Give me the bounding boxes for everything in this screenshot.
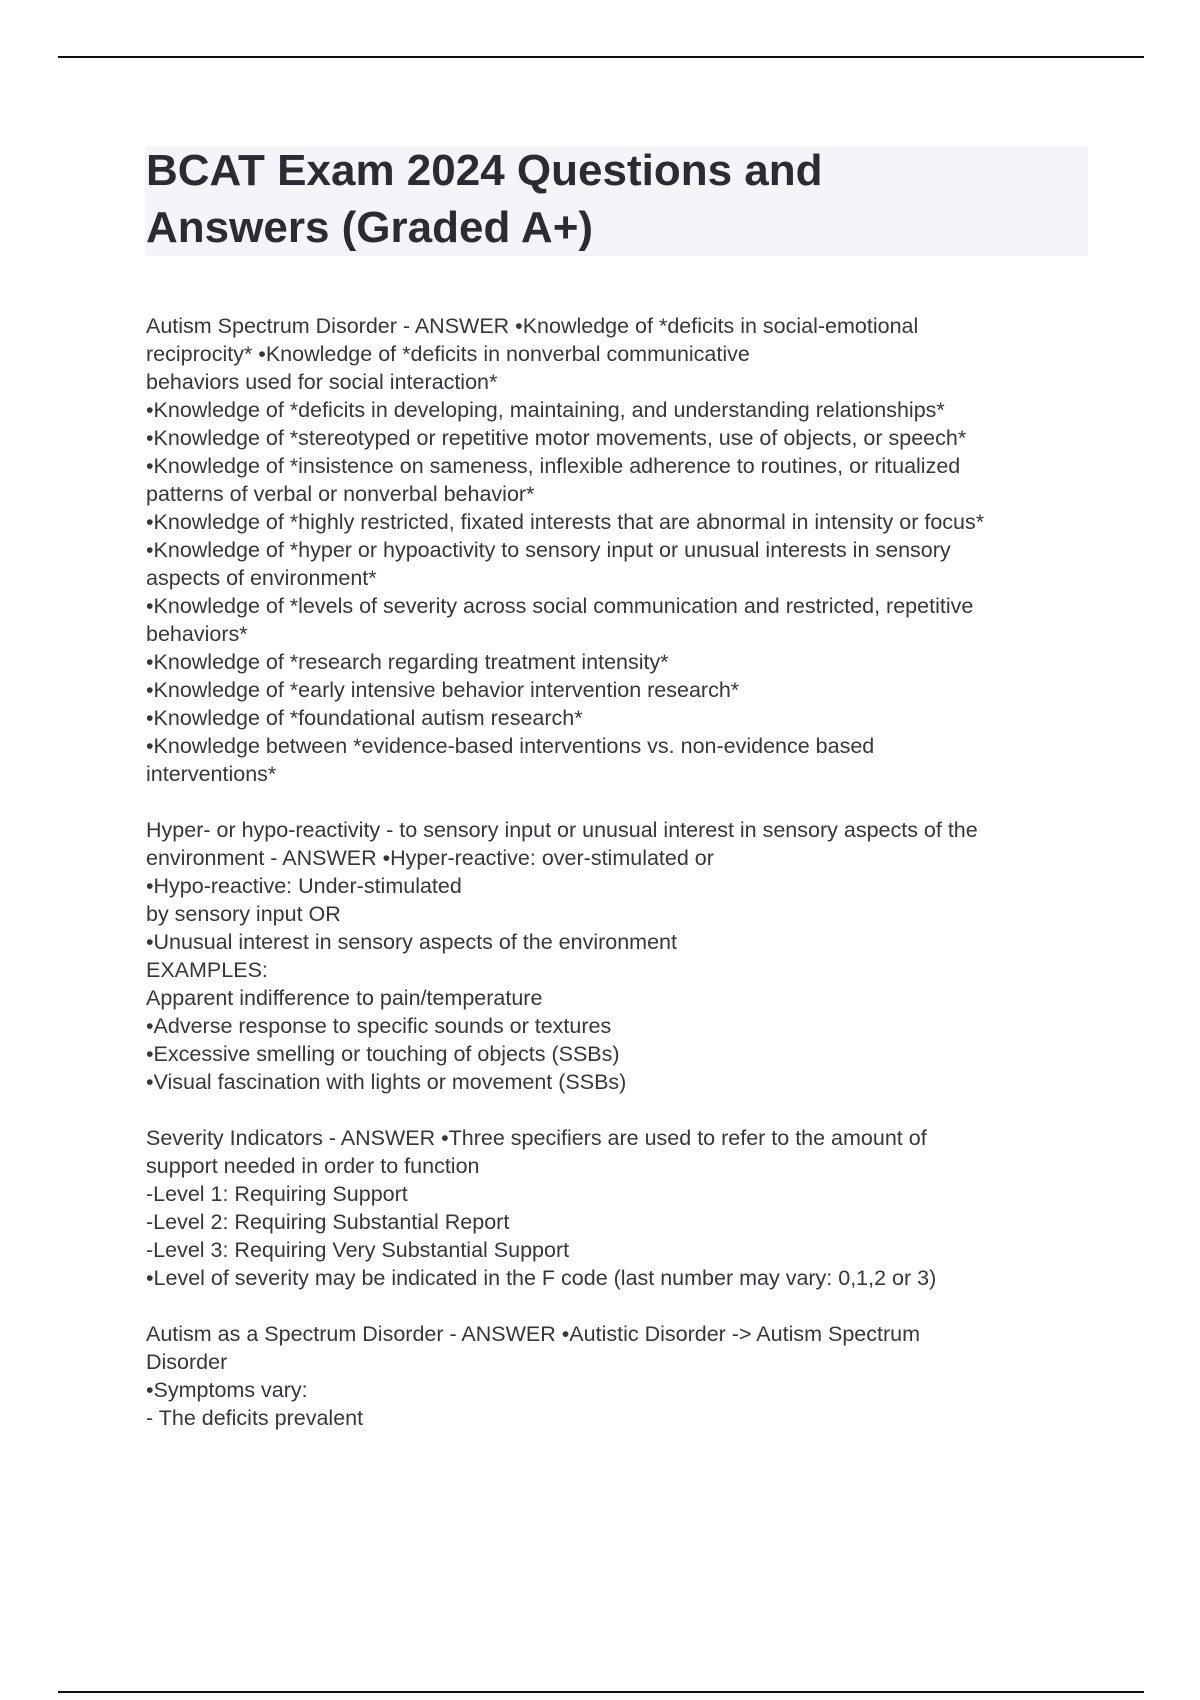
text-line: •Hypo-reactive: Under-stimulated [146,874,462,898]
text-line: •Level of severity may be indicated in the F code (last number may vary: 0,1,2 or 3) [146,1266,937,1290]
text-line: aspects of environment* [146,566,377,590]
text-line: •Knowledge of *insistence on sameness, inflexible adherence to routines, or ritualized [146,454,961,478]
text-line: •Adverse response to specific sounds or textures [146,1014,612,1038]
text-line: Autism Spectrum Disorder - ANSWER •Knowledge of *deficits in social-emotional [146,314,919,338]
text-line: •Excessive smelling or touching of objects (SSBs) [146,1042,620,1066]
text-line: •Knowledge of *early intensive behavior intervention research* [146,678,740,702]
text-line: •Knowledge of *foundational autism research* [146,706,583,730]
text-line: Autism as a Spectrum Disorder - ANSWER •Autistic Disorder -> Autism Spectrum [146,1322,920,1346]
qa-item [146,1320,1096,1432]
text-line: •Knowledge of *levels of severity across social communication and restricted, repetitive [146,594,974,618]
text-line: •Symptoms vary: [146,1378,308,1402]
text-line: Severity Indicators - ANSWER •Three specifiers are used to refer to the amount of [146,1126,927,1150]
text-line: behaviors used for social interaction* [146,370,498,394]
text-line: •Knowledge of *research regarding treatment intensity* [146,650,669,674]
text-line: EXAMPLES: [146,958,268,982]
qa-item [146,816,1096,1096]
text-line: behaviors* [146,622,248,646]
bottom-divider [58,1691,1144,1693]
text-line: •Knowledge of *highly restricted, fixated interests that are abnormal in intensity or focus* [146,510,985,534]
text-line: Apparent indifference to pain/temperature [146,986,543,1010]
text-line: patterns of verbal or nonverbal behavior* [146,482,535,506]
document-title [146,142,1066,256]
title-line: Answers (Graded A+) [146,203,594,252]
text-line: -Level 1: Requiring Support [146,1182,408,1206]
text-line: •Unusual interest in sensory aspects of the environment [146,930,677,954]
text-line: -Level 3: Requiring Very Substantial Support [146,1238,570,1262]
title-line: BCAT Exam 2024 Questions and [146,146,823,195]
text-line: Disorder [146,1350,228,1374]
text-line: support needed in order to function [146,1154,480,1178]
qa-item [146,1124,1096,1292]
document-body [146,312,1096,1460]
text-line: Hyper- or hypo-reactivity - to sensory input or unusual interest in sensory aspects of the [146,818,978,842]
text-line: by sensory input OR [146,902,341,926]
text-line: •Visual fascination with lights or movement (SSBs) [146,1070,627,1094]
text-line: environment - ANSWER •Hyper-reactive: over-stimulated or [146,846,714,870]
text-line: •Knowledge of *hyper or hypoactivity to sensory input or unusual interests in sensory [146,538,951,562]
top-divider [58,56,1144,58]
text-line: •Knowledge of *stereotyped or repetitive motor movements, use of objects, or speech* [146,426,967,450]
text-line: - The deficits prevalent [146,1406,364,1430]
text-line: •Knowledge between *evidence-based interventions vs. non-evidence based [146,734,875,758]
text-line: interventions* [146,762,277,786]
text-line: •Knowledge of *deficits in developing, maintaining, and understanding relationships* [146,398,945,422]
text-line: reciprocity* •Knowledge of *deficits in nonverbal communicative [146,342,750,366]
qa-item [146,312,1096,788]
text-line: -Level 2: Requiring Substantial Report [146,1210,510,1234]
